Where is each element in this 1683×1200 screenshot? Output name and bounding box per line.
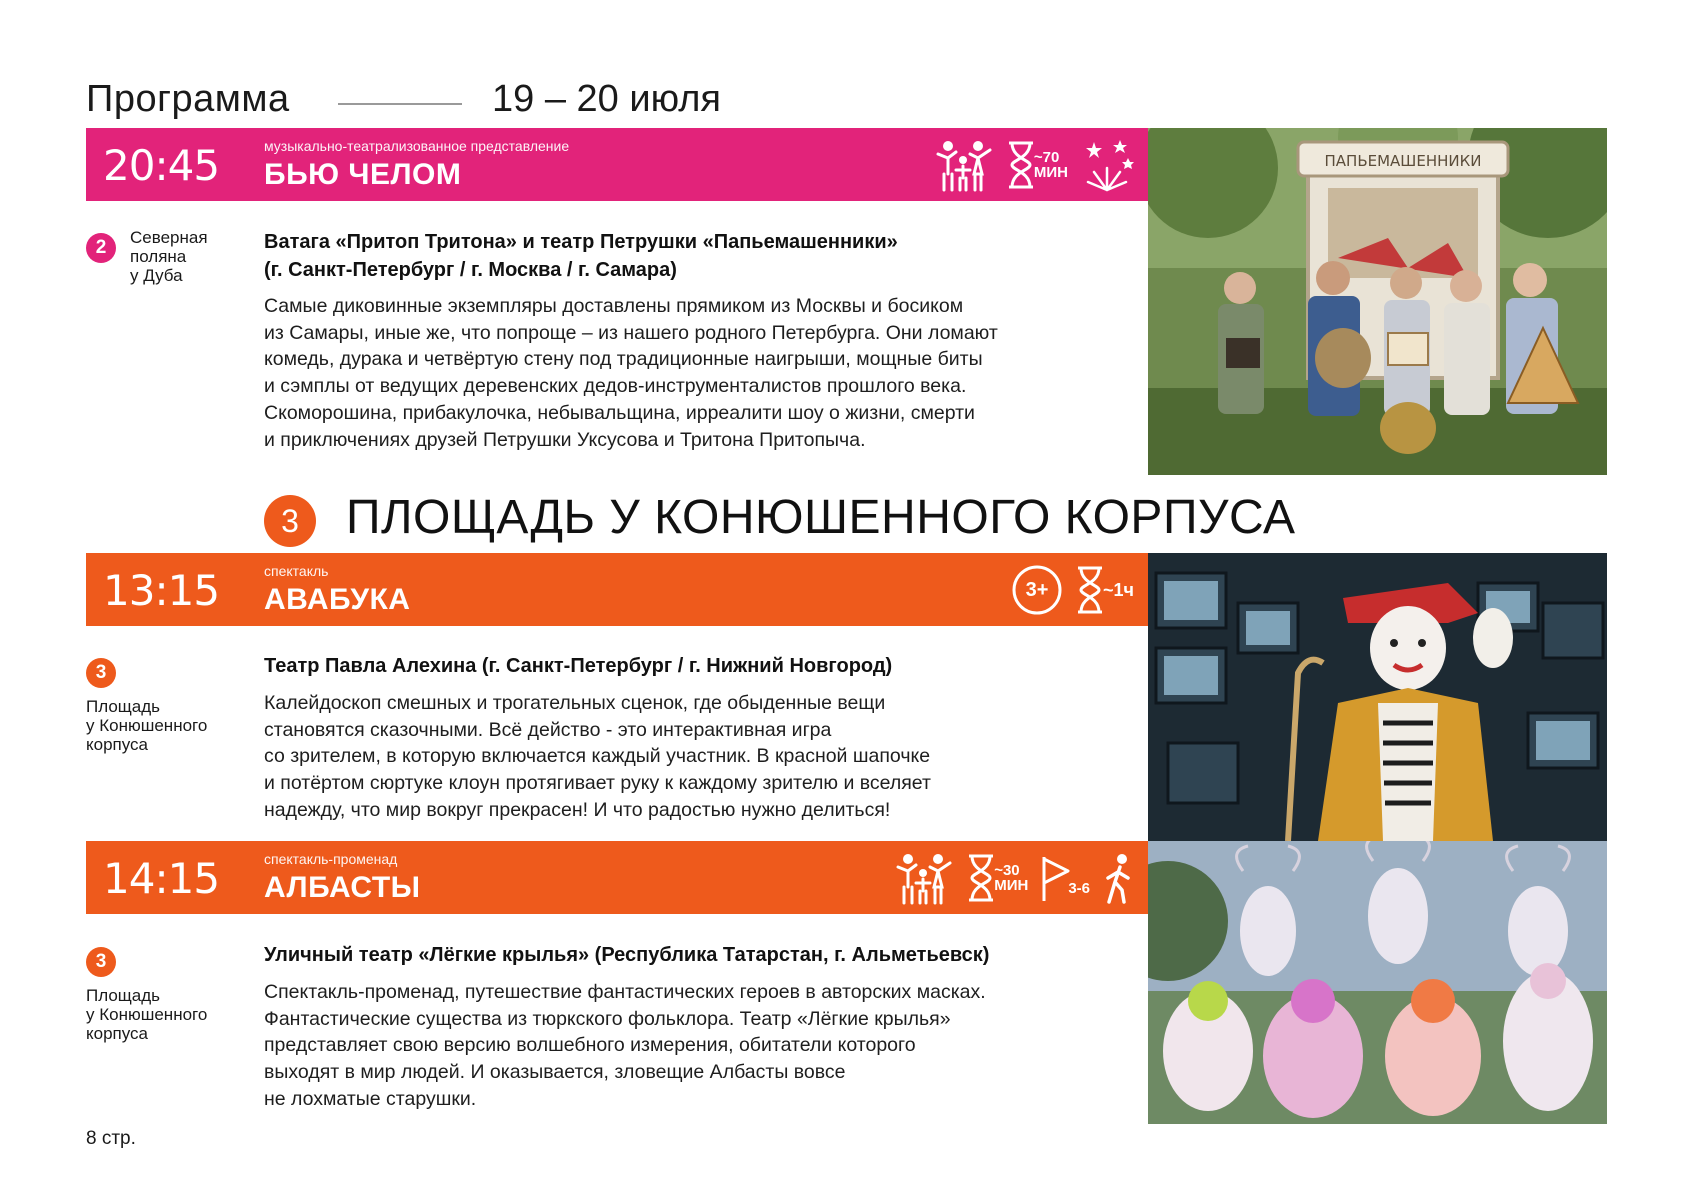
hourglass-icon xyxy=(1006,140,1036,190)
hourglass-icon xyxy=(1075,565,1105,615)
walking-icon xyxy=(1102,852,1134,904)
event-photo-avabuka xyxy=(1148,553,1607,841)
duration-indicator xyxy=(966,853,1028,903)
age-icon xyxy=(1011,564,1063,616)
program-dates: 19 – 20 июля xyxy=(492,78,721,120)
duration-value: ~70 xyxy=(1033,149,1060,166)
page-number: 8 стр. xyxy=(86,1128,136,1149)
location-name: Площадь у Конюшенного корпуса xyxy=(86,697,208,754)
section-title: ПЛОЩАДЬ У КОНЮШЕННОГО КОРПУСА xyxy=(346,491,1296,544)
event-description: Самые диковинные экземпляры доставлены прямиком из Москвы и босиком из Самары, иные же, что попроще – из нашего родного Петербурга. Они ломают комедь, дурака и четвёртую стену под традиционные наигрыши, мощные биты и сэмплы от ведущих деревенских дедов-инструменталистов прошлого века. Скоморошина, прибакулочка, небывальщина, ирреалити шоу о жизни, смерти и приключениях друзей Петрушки Уксусова и Тритона Притопыча. xyxy=(264,295,998,451)
age-label: 3+ xyxy=(1025,579,1049,601)
event-description: Спектакль-променад, путешествие фантастических героев в авторских масках. Фантастические существа из тюркского фольклора. Театр «Лёгкие крылья» представляет свою версию волшебного измерения, обитатели которого выходят в мир людей. И оказывается, зловещие Албасты вовсе не лохматые старушки. xyxy=(264,981,986,1110)
event-time: 20:45 xyxy=(103,141,220,190)
title-divider xyxy=(338,103,462,105)
event-description: Калейдоскоп смешных и трогательных сценок, где обыденные вещи становятся сказочными. Всё действо - это интерактивная игра со зрителем, в которую включается каждый участник. В красной шапочке и потёртом сюртуке клоун протягивает руку к каждому зрителю и вселяет надежду, что мир вокруг прекрасен! И что радостью нужно делиться! xyxy=(264,692,931,821)
location-number-badge: 2 xyxy=(86,233,116,263)
location-name: Площадь у Конюшенного корпуса xyxy=(86,986,208,1043)
location-number-badge: 3 xyxy=(86,947,116,977)
family-icon xyxy=(934,138,994,192)
event-time: 14:15 xyxy=(103,854,220,903)
location-name: Северная поляна у Дуба xyxy=(130,228,208,285)
duration-unit: МИН xyxy=(994,877,1029,894)
hourglass-icon xyxy=(966,853,996,903)
duration-indicator xyxy=(1006,140,1068,190)
event-kind: спектакль xyxy=(264,563,329,579)
duration-unit: МИН xyxy=(1033,164,1068,181)
event-bar-avabuka xyxy=(86,553,1148,626)
duration-value: ~1ч xyxy=(1103,579,1134,600)
section-number-badge: 3 xyxy=(264,495,316,547)
duration-indicator xyxy=(1075,565,1134,615)
location-number-badge: 3 xyxy=(86,658,116,688)
program-title: Программа xyxy=(86,78,290,120)
event-icons xyxy=(934,136,1134,194)
event-bar-byu-chelom xyxy=(86,128,1148,201)
event-time: 13:15 xyxy=(103,566,220,615)
company-name: Ватага «Притоп Тритона» и театр Петрушки «Папьемашенники» (г. Санкт-Петербург / г. Москва / г. Самара) xyxy=(264,231,898,281)
event-name: АЛБАСТЫ xyxy=(264,871,421,904)
route-indicator xyxy=(1040,853,1090,903)
event-name: БЬЮ ЧЕЛОМ xyxy=(264,158,462,191)
fireworks-icon xyxy=(1080,138,1134,192)
company-name: Театр Павла Алехина (г. Санкт-Петербург / г. Нижний Новгород) xyxy=(264,655,893,677)
duration-value: ~30 xyxy=(994,862,1020,879)
event-bar-albasty xyxy=(86,841,1148,914)
event-kind: спектакль-променад xyxy=(264,851,398,867)
event-photo-byu-chelom xyxy=(1148,128,1607,475)
event-icons xyxy=(1011,561,1134,619)
event-photo-albasty xyxy=(1148,841,1607,1124)
event-icons xyxy=(894,849,1134,907)
booth-sign: ПАПЬЕМАШЕННИКИ xyxy=(1324,152,1482,170)
company-name: Уличный театр «Лёгкие крылья» (Республика Татарстан, г. Альметьевск) xyxy=(264,944,990,966)
route-range: 3-6 xyxy=(1068,879,1090,897)
event-kind: музыкально-театрализованное представление xyxy=(264,138,570,154)
event-name: АВАБУКА xyxy=(264,583,411,616)
family-icon xyxy=(894,851,954,905)
